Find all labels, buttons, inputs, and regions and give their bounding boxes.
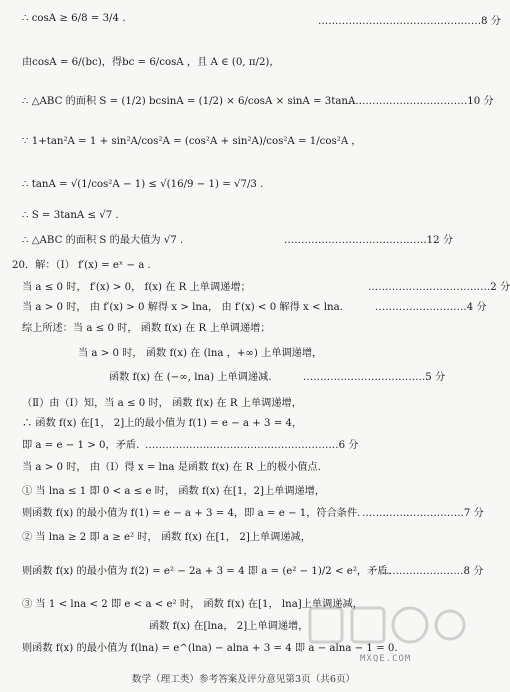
line-bc: 由cosA = 6/(bc)，得bc = 6/cosA ，且 A ∈ (0, π/2)， xyxy=(22,57,280,68)
score-6: …………………………………………………6 分 xyxy=(145,440,359,451)
line-a-le-0: 当 a ≤ 0 时， f′(x) > 0， f(x) 在 R 上单调递增； xyxy=(22,282,251,293)
line-tanA-bound: ∴ tanA = √(1/cos²A − 1) ≤ √(16/9 − 1) = √7/3 . xyxy=(22,179,264,190)
line-summary: 综上所述：当 a ≤ 0 时， 函数 f(x) 在 R 上单调递增； xyxy=(22,323,271,334)
line-min-f1: ∴ 函数 f(x) 在[1， 2]上的最小值为 f(1) = e − a + 3 = 4， xyxy=(22,418,303,429)
line-case-3: ③ 当 1 < lna < 2 即 e < a < e² 时， 函数 f(x) 在[1， lna]上单调递减， xyxy=(22,599,363,610)
line-S-max: ∴ △ABC 的面积 S 的最大值为 √7 . xyxy=(22,235,184,246)
line-summary-increase: 当 a > 0 时， 函数 f(x) 在 (lna ，+∞) 上单调递增， xyxy=(78,348,323,359)
line-area-S: ∴ △ABC 的面积 S = (1/2) bcsinA = (1/2) × 6/cosA × sinA = 3tanA . xyxy=(22,96,362,107)
score-5: ………………………………5 分 xyxy=(303,372,446,383)
score-7: …………………………7 分 xyxy=(362,508,484,519)
score-8-b: ……………………8 分 xyxy=(382,566,484,577)
line-S-bound: ∴ S = 3tanA ≤ √7 . xyxy=(22,210,119,221)
watermark-text: MXQE.COM xyxy=(360,654,412,664)
line-case-1: ① 当 lna ≤ 1 即 0 < a ≤ e 时， 函数 f(x) 在[1，2]上单调递增， xyxy=(22,486,326,497)
line-case-1-result: 则函数 f(x) 的最小值为 f(1) = e − a + 3 = 4，即 a = e − 1，符合条件. xyxy=(22,508,361,519)
score-10: ………………………………10 分 xyxy=(345,96,494,107)
line-a-gt-0: 当 a > 0 时， 由 f′(x) > 0 解得 x > lna， 由 f′(x) < 0 解得 x < lna. xyxy=(22,302,343,313)
line-case-3-result: 则函数 f(x) 的最小值为 f(lna) = e^(lna) − alna + 3 = 4 即 a − alna − 1 = 0. xyxy=(22,643,398,654)
line-part2-intro: （Ⅱ）由（Ⅰ）知，当 a ≤ 0 时， 函数 f(x) 在 R 上单调递增， xyxy=(22,398,302,409)
line-case-3-increase: 函数 f(x) 在[lna， 2]上单调递增， xyxy=(149,621,309,632)
score-12: ……………………………………12 分 xyxy=(284,235,454,246)
q20-heading: 20．解：（Ⅰ） f′(x) = eˣ − a . xyxy=(12,260,151,271)
line-case-2-result: 则函数 f(x) 的最小值为 f(2) = e² − 2a + 3 = 4 即 a = (e² − 1)/2 < e²，矛盾. xyxy=(22,566,391,577)
line-case-2: ② 当 lna ≥ 2 即 a ≥ e² 时， 函数 f(x) 在[1， 2]上单调递减， xyxy=(22,532,311,543)
score-4: ………………………4 分 xyxy=(375,302,487,313)
score-2: ………………………………2 分 xyxy=(368,282,510,293)
line-min-point: 当 a > 0 时， 由（Ⅰ）得 x = lna 是函数 f(x) 在 R 上的极小值点. xyxy=(22,462,321,473)
line-summary-decrease: 函数 f(x) 在 (−∞, lna) 上单调递减. xyxy=(109,372,272,383)
page-footer: 数学（理工类）参考答案及评分意见第3页（共6页） xyxy=(131,674,356,685)
score-8-a: …………………………………………8 分 xyxy=(318,16,501,27)
line-cosA-bound: ∴ cosA ≥ 6/8 = 3/4 . xyxy=(22,13,126,24)
line-contradiction-1: 即 a = e − 1 > 0，矛盾. xyxy=(22,440,140,451)
line-tan-identity: ∵ 1+tan²A = 1 + sin²A/cos²A = (cos²A + sin²A)/cos²A = 1/cos²A ， xyxy=(22,136,362,147)
